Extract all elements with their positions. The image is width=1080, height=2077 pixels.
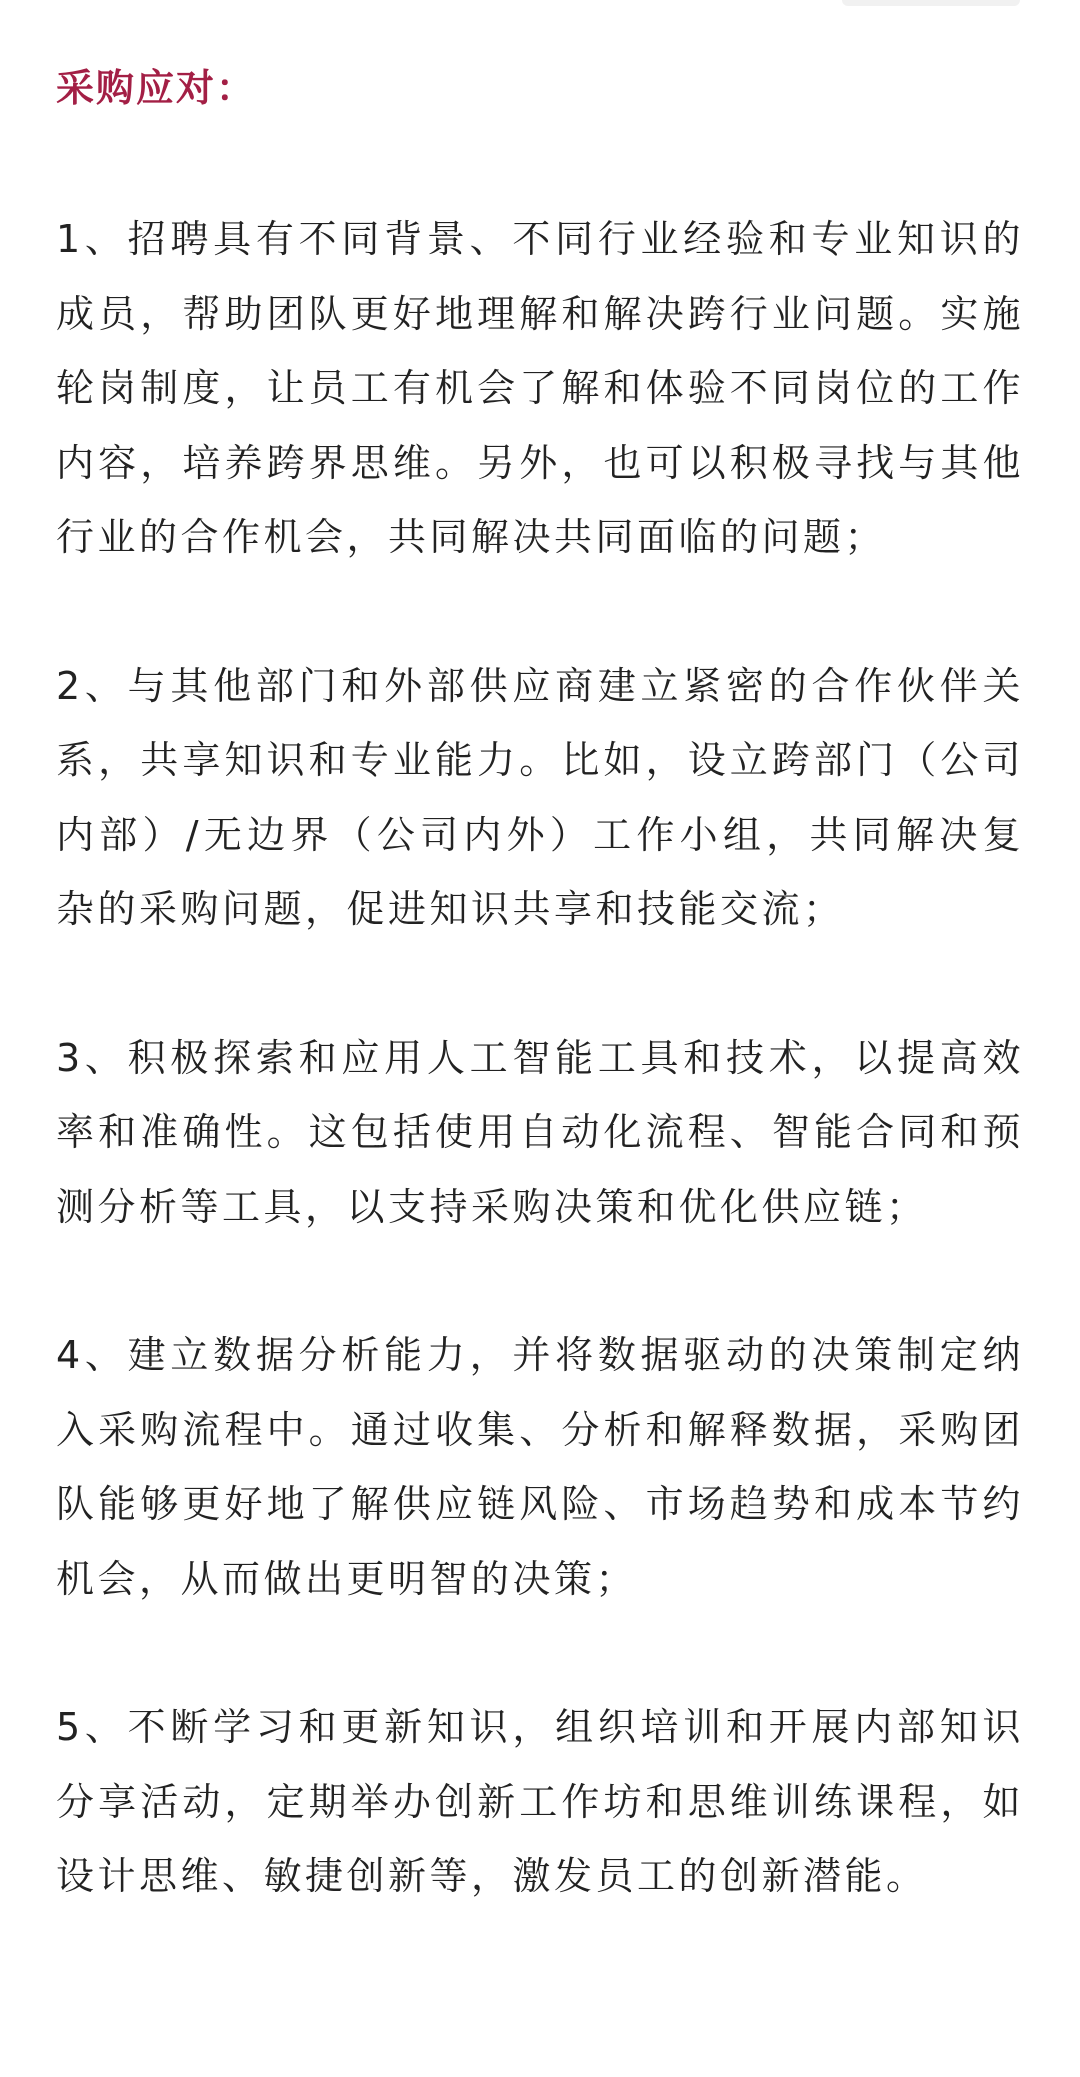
paragraph-1: 1、招聘具有不同背景、不同行业经验和专业知识的成员，帮助团队更好地理解和解决跨行业问题。实施轮岗制度，让员工有机会了解和体验不同岗位的工作内容，培养跨界思维。另外，也可以积极寻找与其他行业的合作机会，共同解决共同面临的问题；: [56, 217, 1024, 559]
paragraph-2: 2、与其他部门和外部供应商建立紧密的合作伙伴关系，共享知识和专业能力。比如，设立跨部门（公司内部）/无边界（公司内外）工作小组，共同解决复杂的采购问题，促进知识共享和技能交流；: [56, 663, 1024, 931]
paragraph-4: 4、建立数据分析能力，并将数据驱动的决策制定纳入采购流程中。通过收集、分析和解释数据，采购团队能够更好地了解供应链风险、市场趋势和成本节约机会，从而做出更明智的决策；: [56, 1333, 1024, 1601]
paragraph-3: 3、积极探索和应用人工智能工具和技术，以提高效率和准确性。这包括使用自动化流程、智能合同和预测分析等工具，以支持采购决策和优化供应链；: [56, 1035, 1024, 1229]
paragraph-5: 5、不断学习和更新知识，组织培训和开展内部知识分享活动，定期举办创新工作坊和思维训练课程，如设计思维、敏捷创新等，激发员工的创新潜能。: [56, 1705, 1024, 1898]
section-heading: 采购应对：: [56, 66, 257, 110]
article-body: [56, 58, 1024, 1988]
top-edge-tab: [842, 0, 1020, 6]
